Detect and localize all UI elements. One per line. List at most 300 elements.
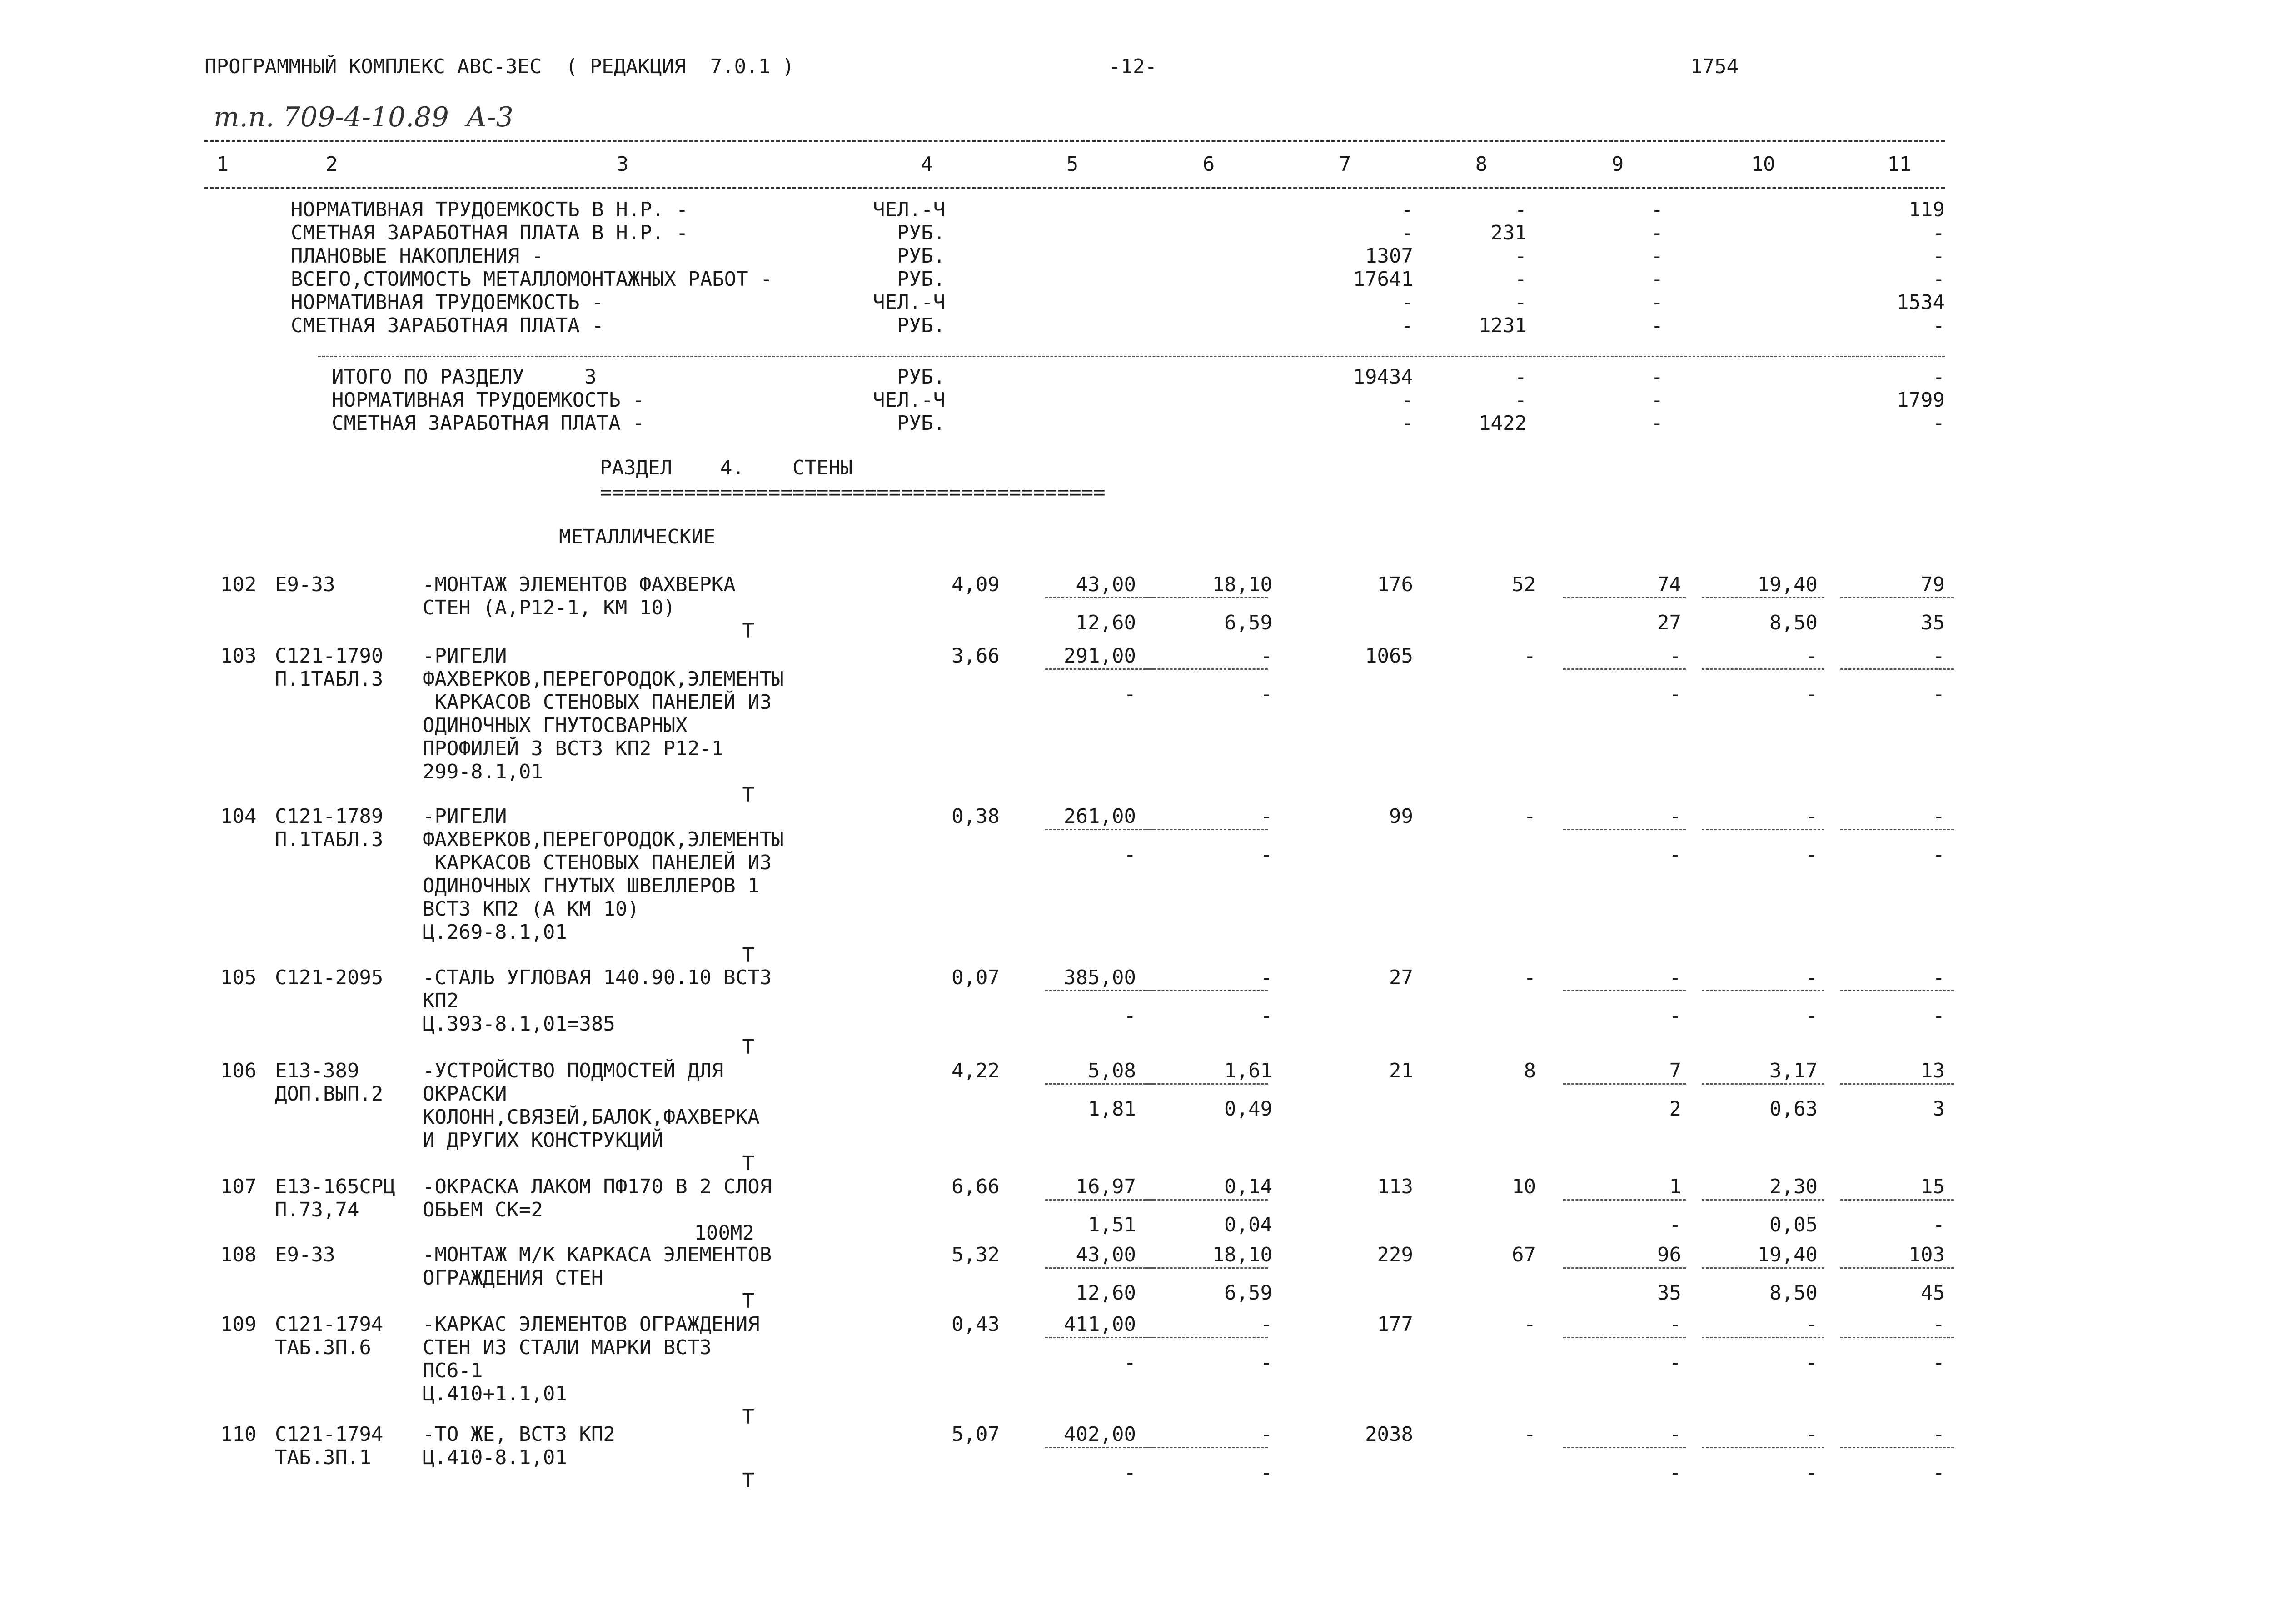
entry-number: 110: [220, 1423, 257, 1446]
entry-description: ФАХВЕРКОВ,ПЕРЕГОРОДОК,ЭЛЕМЕНТЫ: [423, 668, 784, 691]
column-number-10: 10: [1751, 153, 1775, 176]
entry-c11-bottom: -: [1933, 682, 1945, 706]
summary-col11: -: [1933, 412, 1945, 435]
entry-c6-top: -: [1260, 1423, 1272, 1446]
summary-col11: 1799: [1897, 389, 1945, 412]
entry-description: ОКРАСКИ: [423, 1082, 507, 1106]
entry-quantity: 4,09: [952, 573, 1000, 596]
column-number-2: 2: [325, 153, 338, 176]
entry-number: 105: [220, 966, 257, 989]
entry-total-cost: 113: [1377, 1175, 1413, 1198]
entry-description: ОДИНОЧНЫХ ГНУТЫХ ШВЕЛЛЕРОВ 1: [423, 874, 760, 897]
summary-label: СМЕТНАЯ ЗАРАБОТНАЯ ПЛАТА -: [291, 314, 604, 337]
summary-unit: РУБ.: [897, 412, 945, 435]
entry-c10-top: 19,40: [1757, 1243, 1818, 1266]
summary-unit: РУБ.: [897, 244, 945, 268]
entry-c6-bottom: -: [1260, 682, 1272, 706]
entry-c11-top: 79: [1921, 573, 1945, 596]
entry-c11-bottom: -: [1933, 1004, 1945, 1027]
entry-description: СТЕН (А,Р12-1, КМ 10): [423, 596, 676, 619]
entry-c5-bottom: 1,51: [1088, 1213, 1136, 1236]
summary-col8: 1422: [1479, 412, 1527, 435]
program-header: ПРОГРАММНЫЙ КОМПЛЕКС АВС-3ЕС ( РЕДАКЦИЯ 7.0.1 ): [204, 55, 795, 78]
entry-c5-top: 291,00: [1064, 644, 1136, 668]
summary-unit: РУБ.: [897, 268, 945, 291]
entry-description: -РИГЕЛИ: [423, 644, 507, 668]
summary-col7: 17641: [1353, 268, 1413, 291]
page-number: -12-: [1109, 55, 1157, 78]
summary-rule: [318, 356, 1945, 357]
summary-col11: -: [1933, 221, 1945, 244]
entry-wages: 67: [1512, 1243, 1536, 1266]
entry-c10-top: -: [1805, 805, 1818, 828]
entry-c6-underline: [1145, 1267, 1268, 1269]
column-number-4: 4: [921, 153, 933, 176]
entry-c5-underline: [1045, 1267, 1154, 1269]
entry-code: С121-2095: [275, 966, 384, 989]
entry-c9-top: -: [1669, 1423, 1681, 1446]
entry-c10-underline: [1702, 1447, 1824, 1448]
entry-c5-underline: [1045, 1083, 1154, 1085]
entry-c6-top: 1,61: [1224, 1059, 1272, 1082]
entry-number: 108: [220, 1243, 257, 1266]
entry-code: ТАБ.3П.6: [275, 1336, 371, 1359]
entry-c6-top: 18,10: [1212, 1243, 1272, 1266]
entry-c10-top: -: [1805, 966, 1818, 989]
entry-c10-underline: [1702, 597, 1824, 598]
summary-col11: 119: [1908, 198, 1945, 221]
entry-c9-bottom: -: [1669, 1351, 1681, 1374]
entry-c5-bottom: 12,60: [1076, 611, 1136, 634]
summary-col9: -: [1651, 314, 1663, 337]
entry-description: ОБЬЕМ СК=2: [423, 1198, 543, 1221]
summary-unit: РУБ.: [897, 314, 945, 337]
entry-quantity: 0,07: [952, 966, 1000, 989]
entry-c10-bottom: -: [1805, 1004, 1818, 1027]
table-header-rule: [204, 187, 1945, 189]
entry-total-cost: 176: [1377, 573, 1413, 596]
entry-c9-top: 96: [1657, 1243, 1681, 1266]
entry-c6-top: 18,10: [1212, 573, 1272, 596]
entry-c11-top: -: [1933, 1313, 1945, 1336]
summary-label: НОРМАТИВНАЯ ТРУДОЕМКОСТЬ -: [291, 291, 604, 314]
entry-code: ТАБ.3П.1: [275, 1446, 371, 1469]
summary-col8: -: [1515, 268, 1527, 291]
entry-c11-underline: [1840, 1267, 1954, 1269]
entry-c5-underline: [1045, 990, 1154, 991]
summary-col7: -: [1401, 412, 1413, 435]
entry-code: С121-1789: [275, 805, 384, 828]
summary-col9: -: [1651, 389, 1663, 412]
entry-unit: 100М2: [694, 1221, 754, 1245]
entry-c11-top: -: [1933, 966, 1945, 989]
entry-description: Ц.410-8.1,01: [423, 1446, 567, 1469]
entry-c9-underline: [1563, 1267, 1686, 1269]
entry-c10-bottom: -: [1805, 1351, 1818, 1374]
summary-col7: -: [1401, 198, 1413, 221]
summary-col9: -: [1651, 244, 1663, 268]
entry-c5-top: 261,00: [1064, 805, 1136, 828]
entry-number: 102: [220, 573, 257, 596]
entry-c11-underline: [1840, 829, 1954, 830]
summary-col8: 231: [1490, 221, 1527, 244]
entry-quantity: 5,32: [952, 1243, 1000, 1266]
column-number-3: 3: [616, 153, 629, 176]
entry-c10-underline: [1702, 990, 1824, 991]
entry-c5-bottom: 12,60: [1076, 1281, 1136, 1305]
entry-c5-bottom: -: [1124, 843, 1136, 866]
entry-c6-bottom: -: [1260, 1351, 1272, 1374]
entry-c10-bottom: 0,05: [1769, 1213, 1818, 1236]
entry-c9-top: -: [1669, 1313, 1681, 1336]
entry-c10-underline: [1702, 829, 1824, 830]
entry-description: -МОНТАЖ М/К КАРКАСА ЭЛЕМЕНТОВ: [423, 1243, 772, 1266]
entry-description: КАРКАСОВ СТЕНОВЫХ ПАНЕЛЕЙ ИЗ: [423, 851, 772, 874]
entry-c6-bottom: -: [1260, 843, 1272, 866]
entry-c5-top: 402,00: [1064, 1423, 1136, 1446]
summary-unit: ЧЕЛ.-Ч: [873, 389, 945, 412]
summary-col11: -: [1933, 244, 1945, 268]
entry-number: 104: [220, 805, 257, 828]
entry-c11-bottom: 35: [1921, 611, 1945, 634]
summary-col11: -: [1933, 365, 1945, 389]
entry-c10-bottom: -: [1805, 682, 1818, 706]
entry-c9-underline: [1563, 1199, 1686, 1201]
entry-description: КП2: [423, 989, 459, 1012]
entry-description: -РИГЕЛИ: [423, 805, 507, 828]
entry-c6-bottom: -: [1260, 1461, 1272, 1484]
entry-total-cost: 99: [1389, 805, 1413, 828]
entry-c5-underline: [1045, 1447, 1154, 1448]
summary-col8: -: [1515, 389, 1527, 412]
entry-c6-underline: [1145, 668, 1268, 670]
summary-col7: 19434: [1353, 365, 1413, 389]
summary-label: ВСЕГО,СТОИМОСТЬ МЕТАЛЛОМОНТАЖНЫХ РАБОТ -: [291, 268, 772, 291]
entry-code: Е13-165СРЦ: [275, 1175, 395, 1198]
entry-wages: 10: [1512, 1175, 1536, 1198]
entry-c6-underline: [1145, 597, 1268, 598]
entry-wages: 52: [1512, 573, 1536, 596]
entry-c5-bottom: -: [1124, 1004, 1136, 1027]
column-number-5: 5: [1066, 153, 1079, 176]
entry-c5-top: 43,00: [1076, 573, 1136, 596]
entry-c9-top: 7: [1669, 1059, 1681, 1082]
entry-unit: Т: [742, 783, 754, 807]
entry-description: ПРОФИЛЕЙ 3 ВСТ3 КП2 Р12-1: [423, 737, 724, 760]
entry-total-cost: 2038: [1365, 1423, 1413, 1446]
entry-c10-top: -: [1805, 1423, 1818, 1446]
entry-c11-underline: [1840, 1083, 1954, 1085]
entry-c5-underline: [1045, 829, 1154, 830]
entry-unit: Т: [742, 1036, 754, 1059]
entry-c5-top: 385,00: [1064, 966, 1136, 989]
entry-description: 299-8.1,01: [423, 760, 543, 783]
entry-c9-top: 74: [1657, 573, 1681, 596]
entry-c9-bottom: -: [1669, 1213, 1681, 1236]
entry-c9-underline: [1563, 1337, 1686, 1338]
section-subtitle: МЕТАЛЛИЧЕСКИЕ: [559, 525, 716, 548]
summary-col8: -: [1515, 244, 1527, 268]
entry-c6-underline: [1145, 1083, 1268, 1085]
entry-unit: Т: [742, 1469, 754, 1492]
entry-c11-underline: [1840, 990, 1954, 991]
entry-unit: Т: [742, 1405, 754, 1429]
entry-c6-bottom: -: [1260, 1004, 1272, 1027]
entry-description: КАРКАСОВ СТЕНОВЫХ ПАНЕЛЕЙ ИЗ: [423, 691, 772, 714]
entry-c6-underline: [1145, 1447, 1268, 1448]
entry-description: -УСТРОЙСТВО ПОДМОСТЕЙ ДЛЯ: [423, 1059, 724, 1082]
entry-c6-underline: [1145, 829, 1268, 830]
entry-c9-top: -: [1669, 644, 1681, 668]
entry-description: Ц.269-8.1,01: [423, 921, 567, 944]
entry-c10-top: 3,17: [1769, 1059, 1818, 1082]
summary-col9: -: [1651, 198, 1663, 221]
entry-c11-underline: [1840, 1199, 1954, 1201]
entry-description: -ОКРАСКА ЛАКОМ ПФ170 В 2 СЛОЯ: [423, 1175, 772, 1198]
entry-c11-underline: [1840, 597, 1954, 598]
summary-col8: -: [1515, 365, 1527, 389]
entry-description: -СТАЛЬ УГЛОВАЯ 140.90.10 ВСТ3: [423, 966, 772, 989]
entry-c9-bottom: -: [1669, 1004, 1681, 1027]
summary-col7: -: [1401, 389, 1413, 412]
entry-c10-underline: [1702, 1337, 1824, 1338]
entry-total-cost: 1065: [1365, 644, 1413, 668]
entry-c11-bottom: 3: [1933, 1097, 1945, 1121]
entry-c11-underline: [1840, 1447, 1954, 1448]
entry-c10-bottom: 8,50: [1769, 1281, 1818, 1305]
entry-code: С121-1794: [275, 1313, 384, 1336]
entry-code: С121-1790: [275, 644, 384, 668]
summary-col7: -: [1401, 291, 1413, 314]
entry-c9-underline: [1563, 829, 1686, 830]
summary-unit: РУБ.: [897, 365, 945, 389]
summary-col11: 1534: [1897, 291, 1945, 314]
entry-c11-bottom: -: [1933, 1213, 1945, 1236]
summary-col9: -: [1651, 365, 1663, 389]
entry-total-cost: 229: [1377, 1243, 1413, 1266]
summary-col11: -: [1933, 314, 1945, 337]
entry-c9-bottom: -: [1669, 682, 1681, 706]
entry-code: ДОП.ВЫП.2: [275, 1082, 384, 1106]
entry-code: П.73,74: [275, 1198, 359, 1221]
entry-c6-top: -: [1260, 1313, 1272, 1336]
entry-c6-bottom: 6,59: [1224, 1281, 1272, 1305]
entry-wages: -: [1524, 1313, 1536, 1336]
entry-quantity: 5,07: [952, 1423, 1000, 1446]
entry-c9-underline: [1563, 668, 1686, 670]
entry-description: -МОНТАЖ ЭЛЕМЕНТОВ ФАХВЕРКА: [423, 573, 736, 596]
entry-c9-underline: [1563, 990, 1686, 991]
entry-c5-bottom: -: [1124, 1351, 1136, 1374]
entry-wages: 8: [1524, 1059, 1536, 1082]
entry-c9-bottom: 27: [1657, 611, 1681, 634]
entry-c5-underline: [1045, 1337, 1154, 1338]
entry-c9-bottom: 35: [1657, 1281, 1681, 1305]
entry-c9-bottom: 2: [1669, 1097, 1681, 1121]
entry-description: Ц.393-8.1,01=385: [423, 1012, 615, 1036]
entry-c5-bottom: -: [1124, 682, 1136, 706]
summary-label: ИТОГО ПО РАЗДЕЛУ 3: [332, 365, 597, 389]
summary-label: СМЕТНАЯ ЗАРАБОТНАЯ ПЛАТА -: [332, 412, 645, 435]
entry-description: КОЛОНН,СВЯЗЕЙ,БАЛОК,ФАХВЕРКА: [423, 1106, 760, 1129]
summary-col8: -: [1515, 291, 1527, 314]
summary-col9: -: [1651, 268, 1663, 291]
entry-c5-top: 16,97: [1076, 1175, 1136, 1198]
entry-description: Ц.410+1.1,01: [423, 1382, 567, 1405]
entry-c10-top: -: [1805, 1313, 1818, 1336]
entry-c11-top: -: [1933, 805, 1945, 828]
summary-unit: РУБ.: [897, 221, 945, 244]
column-number-6: 6: [1202, 153, 1215, 176]
entry-c10-top: 2,30: [1769, 1175, 1818, 1198]
summary-col8: 1231: [1479, 314, 1527, 337]
entry-quantity: 0,43: [952, 1313, 1000, 1336]
entry-c6-underline: [1145, 990, 1268, 991]
entry-c5-underline: [1045, 1199, 1154, 1201]
summary-unit: ЧЕЛ.-Ч: [873, 291, 945, 314]
column-number-7: 7: [1339, 153, 1351, 176]
summary-label: ПЛАНОВЫЕ НАКОПЛЕНИЯ -: [291, 244, 544, 268]
entry-c6-underline: [1145, 1337, 1268, 1338]
column-number-9: 9: [1611, 153, 1624, 176]
entry-c9-underline: [1563, 597, 1686, 598]
summary-col7: 1307: [1365, 244, 1413, 268]
entry-total-cost: 21: [1389, 1059, 1413, 1082]
summary-col11: -: [1933, 268, 1945, 291]
entry-c11-underline: [1840, 668, 1954, 670]
entry-c10-underline: [1702, 1267, 1824, 1269]
entry-c9-top: 1: [1669, 1175, 1681, 1198]
summary-col9: -: [1651, 221, 1663, 244]
entry-code: Е13-389: [275, 1059, 359, 1082]
entry-code: Е9-33: [275, 1243, 335, 1266]
summary-label: НОРМАТИВНАЯ ТРУДОЕМКОСТЬ В Н.Р. -: [291, 198, 688, 221]
entry-c9-top: -: [1669, 966, 1681, 989]
entry-c10-bottom: -: [1805, 1461, 1818, 1484]
entry-wages: -: [1524, 805, 1536, 828]
entry-c10-underline: [1702, 668, 1824, 670]
column-number-1: 1: [216, 153, 229, 176]
entry-unit: Т: [742, 1290, 754, 1313]
entry-c5-underline: [1045, 668, 1154, 670]
entry-c11-top: -: [1933, 1423, 1945, 1446]
entry-c11-bottom: -: [1933, 1351, 1945, 1374]
entry-description: И ДРУГИХ КОНСТРУКЦИЙ: [423, 1129, 663, 1152]
summary-col8: -: [1515, 198, 1527, 221]
entry-wages: -: [1524, 1423, 1536, 1446]
summary-col7: -: [1401, 221, 1413, 244]
entry-c10-underline: [1702, 1083, 1824, 1085]
entry-c6-top: 0,14: [1224, 1175, 1272, 1198]
section-underline: ==========================================: [600, 481, 1106, 504]
handwritten-project-code: т.п. 709-4-10.89 А-3: [214, 101, 513, 133]
entry-unit: Т: [742, 1152, 754, 1175]
entry-c5-top: 43,00: [1076, 1243, 1136, 1266]
entry-c11-bottom: 45: [1921, 1281, 1945, 1305]
summary-label: СМЕТНАЯ ЗАРАБОТНАЯ ПЛАТА В Н.Р. -: [291, 221, 688, 244]
entry-c10-bottom: 0,63: [1769, 1097, 1818, 1121]
entry-c5-top: 5,08: [1088, 1059, 1136, 1082]
summary-label: НОРМАТИВНАЯ ТРУДОЕМКОСТЬ -: [332, 389, 645, 412]
summary-col7: -: [1401, 314, 1413, 337]
entry-c9-bottom: -: [1669, 1461, 1681, 1484]
entry-c9-top: -: [1669, 805, 1681, 828]
entry-quantity: 6,66: [952, 1175, 1000, 1198]
entry-c11-bottom: -: [1933, 843, 1945, 866]
entry-c6-bottom: 0,49: [1224, 1097, 1272, 1121]
column-number-8: 8: [1475, 153, 1488, 176]
entry-description: ОДИНОЧНЫХ ГНУТОСВАРНЫХ: [423, 714, 688, 737]
entry-description: -КАРКАС ЭЛЕМЕНТОВ ОГРАЖДЕНИЯ: [423, 1313, 760, 1336]
entry-c11-top: 15: [1921, 1175, 1945, 1198]
section-title: РАЗДЕЛ 4. СТЕНЫ: [600, 456, 853, 479]
entry-description: ФАХВЕРКОВ,ПЕРЕГОРОДОК,ЭЛЕМЕНТЫ: [423, 828, 784, 851]
entry-c9-bottom: -: [1669, 843, 1681, 866]
table-top-rule: [204, 140, 1945, 142]
summary-col9: -: [1651, 291, 1663, 314]
entry-c6-top: -: [1260, 966, 1272, 989]
entry-number: 107: [220, 1175, 257, 1198]
entry-quantity: 3,66: [952, 644, 1000, 668]
entry-c11-bottom: -: [1933, 1461, 1945, 1484]
entry-unit: Т: [742, 944, 754, 967]
entry-c11-top: 13: [1921, 1059, 1945, 1082]
entry-c6-bottom: 0,04: [1224, 1213, 1272, 1236]
entry-wages: -: [1524, 966, 1536, 989]
entry-c10-underline: [1702, 1199, 1824, 1201]
entry-c6-bottom: 6,59: [1224, 611, 1272, 634]
entry-c11-top: 103: [1908, 1243, 1945, 1266]
entry-unit: Т: [742, 619, 754, 643]
entry-c5-underline: [1045, 597, 1154, 598]
summary-unit: ЧЕЛ.-Ч: [873, 198, 945, 221]
entry-c11-underline: [1840, 1337, 1954, 1338]
entry-total-cost: 177: [1377, 1313, 1413, 1336]
entry-c10-bottom: -: [1805, 843, 1818, 866]
entry-number: 106: [220, 1059, 257, 1082]
entry-c6-underline: [1145, 1199, 1268, 1201]
entry-c10-bottom: 8,50: [1769, 611, 1818, 634]
entry-description: -ТО ЖЕ, ВСТ3 КП2: [423, 1423, 615, 1446]
entry-description: ВСТ3 КП2 (А КМ 10): [423, 897, 639, 921]
entry-c9-underline: [1563, 1083, 1686, 1085]
summary-col9: -: [1651, 412, 1663, 435]
entry-c11-top: -: [1933, 644, 1945, 668]
entry-c5-bottom: -: [1124, 1461, 1136, 1484]
entry-c10-top: 19,40: [1757, 573, 1818, 596]
entry-code: С121-1794: [275, 1423, 384, 1446]
column-number-11: 11: [1887, 153, 1912, 176]
entry-number: 103: [220, 644, 257, 668]
entry-quantity: 4,22: [952, 1059, 1000, 1082]
entry-quantity: 0,38: [952, 805, 1000, 828]
entry-c6-top: -: [1260, 644, 1272, 668]
entry-description: СТЕН ИЗ СТАЛИ МАРКИ ВСТ3: [423, 1336, 712, 1359]
entry-c5-bottom: 1,81: [1088, 1097, 1136, 1121]
entry-c5-top: 411,00: [1064, 1313, 1136, 1336]
entry-c6-top: -: [1260, 805, 1272, 828]
document-number: 1754: [1690, 55, 1739, 78]
entry-code: П.1ТАБЛ.3: [275, 668, 384, 691]
entry-total-cost: 27: [1389, 966, 1413, 989]
entry-wages: -: [1524, 644, 1536, 668]
entry-c9-underline: [1563, 1447, 1686, 1448]
entry-c10-top: -: [1805, 644, 1818, 668]
entry-description: ОГРАЖДЕНИЯ СТЕН: [423, 1266, 603, 1290]
entry-code: Е9-33: [275, 573, 335, 596]
entry-number: 109: [220, 1313, 257, 1336]
entry-description: ПС6-1: [423, 1359, 483, 1382]
